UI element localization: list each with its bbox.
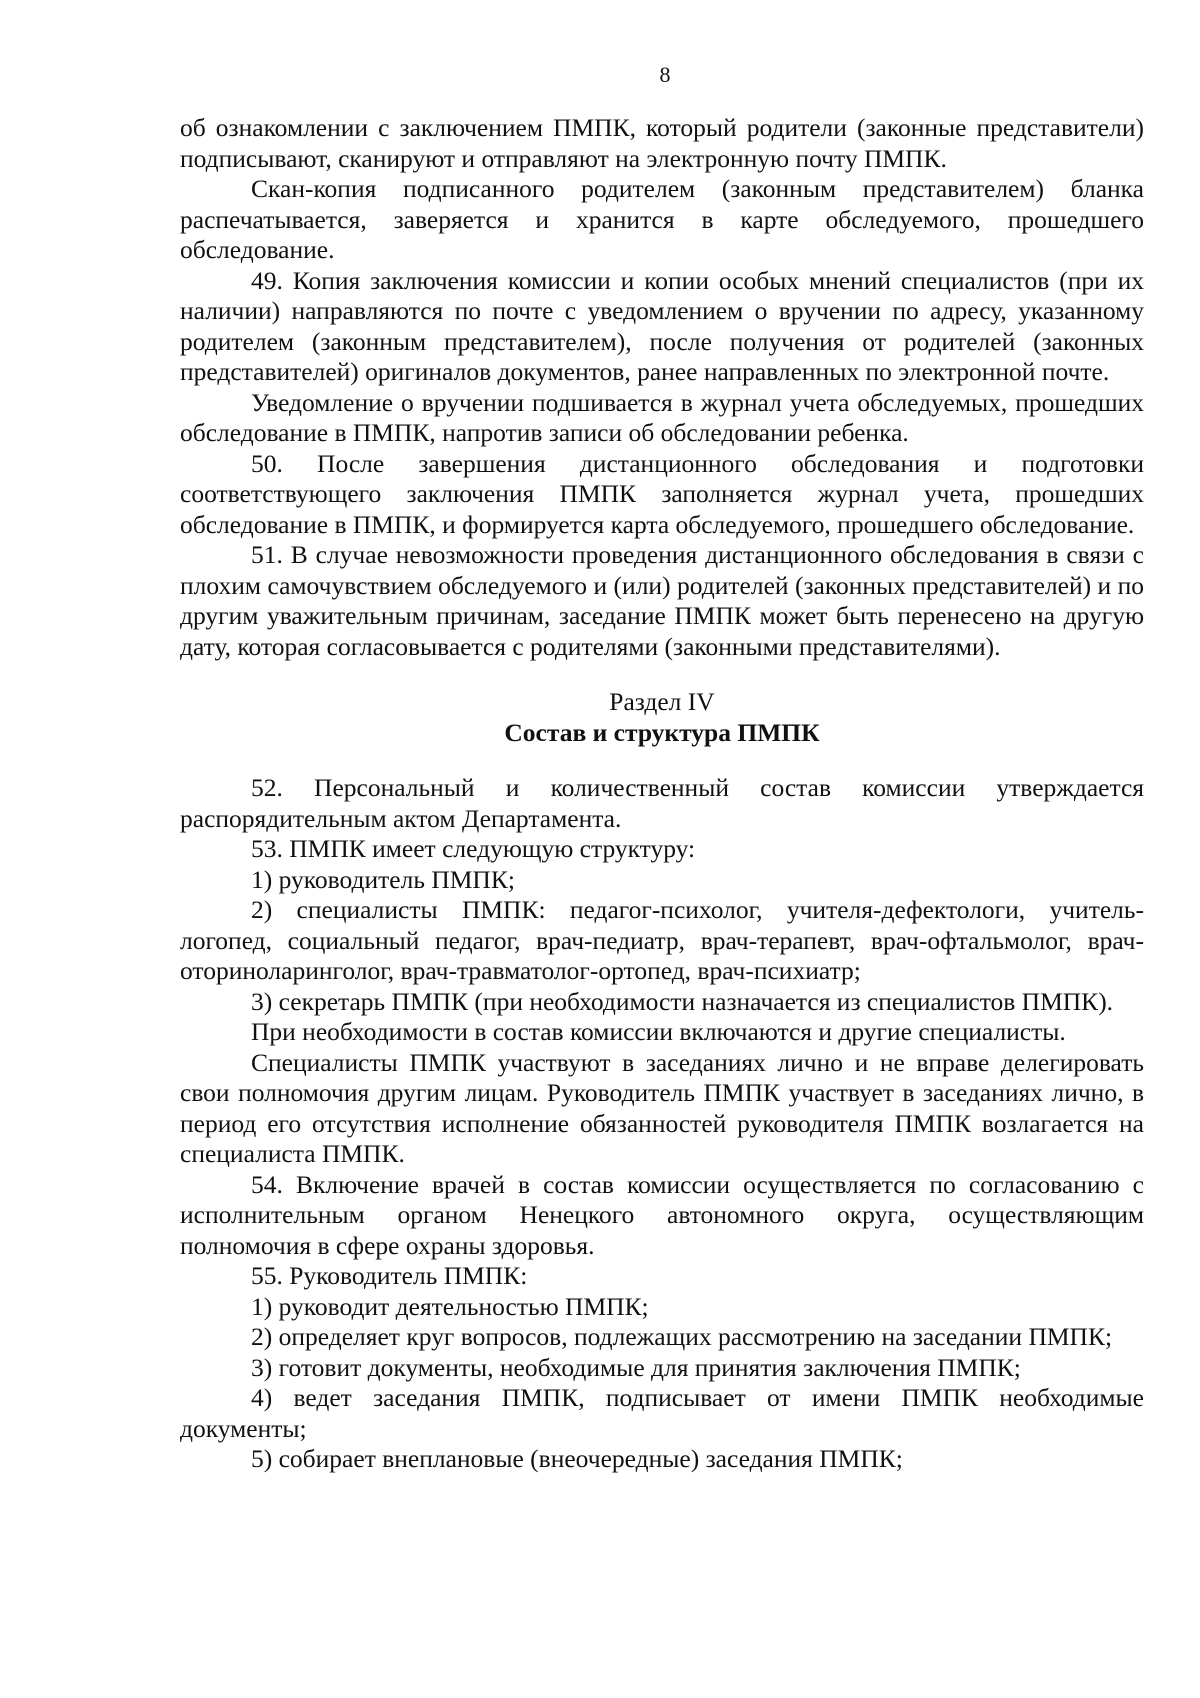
paragraph-54: 54. Включение врачей в состав комиссии осуществляется по согласованию с исполнительным органом Ненецкого автономного округа, осуществляющим полномочия в сфере охраны здоровья. (180, 1169, 1144, 1260)
section-label: Раздел IV (609, 687, 715, 716)
paragraph-49: 49. Копия заключения комиссии и копии особых мнений специалистов (при их наличии) направляются по почте с уведомлением о вручении по адресу, указанному родителем (законным представителем), после получения от родителей (законных представителей) оригиналов документов, ранее направленных по электронной почте. (180, 265, 1144, 386)
paragraph-55: 55. Руководитель ПМПК: (251, 1261, 528, 1290)
list-item-55-4: 4) ведет заседания ПМПК, подписывает от имени ПМПК необходимые документы; (180, 1383, 1144, 1443)
paragraph-51: 51. В случае невозможности проведения дистанционного обследования в связи с плохим самочувствием обследуемого и (или) родителей (законных представителей) и по другим уважительным причинам, заседание ПМПК может быть перенесено на другую дату, которая согласовывается с родителями (законными представителями). (180, 540, 1144, 661)
list-item-55-3: 3) готовит документы, необходимые для принятия заключения ПМПК; (251, 1352, 1021, 1382)
paragraph-delivery-notice: Уведомление о вручении подшивается в журнал учета обследуемых, прошедших обследование в ПМПК, напротив записи об обследовании ребенка. (180, 387, 1144, 447)
page-number: 8 (659, 62, 671, 87)
paragraph-53: 53. ПМПК имеет следующую структуру: (251, 834, 696, 863)
document-body (180, 113, 1144, 1475)
list-item-55-5: 5) собирает внеплановые (внеочередные) заседания ПМПК; (251, 1444, 903, 1473)
paragraph-50: 50. После завершения дистанционного обследования и подготовки соответствующего заключения ПМПК заполняется журнал учета, прошедших обследование в ПМПК, и формируется карта обследуемого, прошедшего обследование. (180, 448, 1144, 539)
section-spacer (180, 662, 1144, 686)
list-item-53-1: 1) руководитель ПМПК; (251, 864, 515, 894)
paragraph-continuation: об ознакомлении с заключением ПМПК, который родители (законные представители) подписывают, сканируют и отправляют на электронную почту ПМПК. (180, 113, 1144, 173)
paragraph-scan-copy: Скан-копия подписанного родителем (законным представителем) бланка распечатывается, заверяется и хранится в карте обследуемого, прошедшего обследование. (180, 174, 1144, 264)
section-heading: Состав и структура ПМПК (504, 718, 820, 747)
paragraph-specialists-participation: Специалисты ПМПК участвуют в заседаниях лично и не вправе делегировать свои полномочия другим лицам. Руководитель ПМПК участвует в заседаниях лично, в период его отсутствия исполнение обязанностей руководителя ПМПК возлагается на специалиста ПМПК. (180, 1047, 1144, 1168)
paragraph-52: 52. Персональный и количественный состав комиссии утверждается распорядительным актом Департамента. (180, 773, 1144, 833)
list-item-55-2: 2) определяет круг вопросов, подлежащих рассмотрению на заседании ПМПК; (251, 1322, 1113, 1351)
list-item-55-1: 1) руководит деятельностью ПМПК; (251, 1291, 649, 1321)
list-item-53-3: 3) секретарь ПМПК (при необходимости назначается из специалистов ПМПК). (251, 986, 1114, 1016)
paragraph-other-specialists: При необходимости в состав комиссии включаются и другие специалисты. (251, 1017, 1066, 1046)
section-spacer-after (180, 748, 1144, 773)
list-item-53-2: 2) специалисты ПМПК: педагог-психолог, учителя-дефектологи, учитель-логопед, социальный педагог, врач-педиатр, врач-терапевт, врач-офтальмолог, врач-оториноларинголог, врач-травматолог-ортопед, врач-психиатр; (180, 895, 1144, 985)
